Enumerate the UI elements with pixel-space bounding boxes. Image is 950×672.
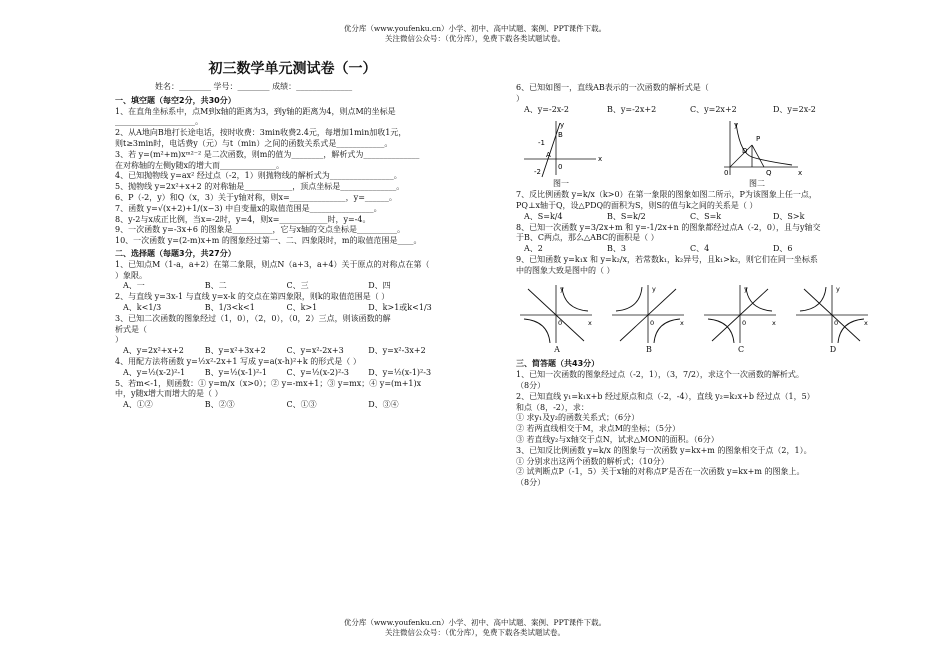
answer-option[interactable]: A、一 bbox=[123, 281, 145, 291]
answer-option[interactable]: A、2 bbox=[524, 244, 543, 254]
question-line: 2、从A地向B地打长途电话，按时收费：3min收费2.4元，每增加1min加收1元， bbox=[115, 128, 407, 138]
figure-1-label: 0 bbox=[558, 163, 563, 172]
question-line: 和点（8，-2），求： bbox=[516, 402, 589, 412]
section-heading: 二、选择题（每题3分，共27分） bbox=[115, 248, 236, 258]
figure-1 bbox=[516, 117, 606, 190]
answer-option[interactable]: A、k<1/3 bbox=[123, 302, 162, 312]
question-line: 3、已知二次函数的图象经过（1，0），（2，0），（0，2）三点，则该函数的解 bbox=[115, 313, 391, 323]
choice-figure-C bbox=[700, 283, 782, 356]
header-line-1: 优分库（www.youfenku.cn）小学、初中、高中试题、案例、PPT课件下载。 bbox=[343, 24, 607, 33]
answer-option[interactable]: D、y=2x-2 bbox=[773, 104, 816, 114]
answer-options bbox=[115, 303, 470, 314]
question-line: 3、若 y=(m²+m)xᵐ²⁻² 是二次函数，则m的值为________，解析式为______________ bbox=[115, 149, 420, 159]
choice-figure-graph bbox=[792, 283, 872, 345]
answer-option[interactable]: B、1/3<k<1 bbox=[204, 302, 255, 312]
figure-row-1 bbox=[516, 117, 876, 190]
choice-figure-label: C bbox=[737, 344, 745, 354]
question-line: 在对称轴的左侧y随x的增大而______________。 bbox=[115, 160, 285, 170]
figure-2-caption: 图二 bbox=[749, 179, 765, 189]
answer-option[interactable]: D、6 bbox=[773, 244, 793, 254]
question-line: 5、抛物线 y=2x²+x+2 的对称轴是____________，顶点坐标是______________。 bbox=[115, 182, 405, 192]
answer-option[interactable]: D、S>k bbox=[773, 211, 805, 221]
answer-option[interactable]: B、y=-2x+2 bbox=[607, 104, 657, 114]
question-line: 2、与直线 y=3x-1 与直线 y=x-k 的交点在第四象限，则k的取值范围是（ ） bbox=[115, 292, 390, 302]
choice-figure-axis-label: y bbox=[652, 284, 656, 293]
answer-option[interactable]: B、②③ bbox=[204, 400, 235, 410]
choice-figure-axis-label: x bbox=[680, 318, 684, 327]
choice-figure-axis-label: x bbox=[772, 318, 776, 327]
question-line: ____________________。 bbox=[115, 117, 203, 127]
question-line: ） bbox=[516, 93, 524, 103]
answer-option[interactable]: A、y=2x²+x+2 bbox=[123, 346, 184, 356]
answer-option[interactable]: C、y=½(x-2)²-3 bbox=[286, 367, 350, 377]
section-heading: 三、简答题（共43分） bbox=[516, 359, 600, 369]
answer-option[interactable]: B、y=½(x-1)²-1 bbox=[204, 367, 268, 377]
answer-option[interactable]: C、y=2x+2 bbox=[690, 104, 737, 114]
left-column bbox=[115, 82, 470, 411]
question-line: ）象限。 bbox=[115, 270, 147, 280]
answer-option[interactable]: D、k>1或k<1/3 bbox=[368, 302, 432, 312]
question-line: 7、函数 y=√(x+2)+1/(x−3) 中自变量x的取值范围是________________。 bbox=[115, 203, 382, 213]
question-line: 3、已知反比例函数 y=k/x 的图象与一次函数 y=kx+m 的图象相交于点（2，1）。 bbox=[516, 445, 812, 455]
answer-options bbox=[516, 212, 876, 223]
choice-figure-axis-label: y bbox=[744, 284, 748, 293]
answer-options bbox=[516, 244, 876, 255]
choice-figure-axis-label: y bbox=[560, 284, 564, 293]
choice-figure-axis-label: x bbox=[588, 318, 592, 327]
question-line: 于B、C两点，那么△ABC的面积是（ ） bbox=[516, 233, 659, 243]
figure-2-label: P bbox=[756, 135, 761, 144]
question-line: ） bbox=[115, 335, 123, 345]
answer-option[interactable]: A、y=-2x-2 bbox=[524, 104, 569, 114]
answer-option[interactable]: D、y=x²-3x+2 bbox=[368, 346, 426, 356]
question-line: 10、一次函数 y=(2-m)x+m 的图象经过第一、二、四象限时，m的取值范围是____。 bbox=[115, 236, 422, 246]
answer-options bbox=[516, 105, 876, 116]
figure-1-caption: 图一 bbox=[553, 179, 569, 189]
choice-figure-label: D bbox=[829, 344, 837, 354]
question-line: （8分） bbox=[516, 380, 546, 390]
figure-2-label: D bbox=[742, 147, 748, 156]
question-line: 8、y-2与x成正比例，当x=-2时，y=4，则x=____________时，y=-4。 bbox=[115, 214, 371, 224]
choice-figure-B bbox=[608, 283, 690, 356]
answer-option[interactable]: B、3 bbox=[607, 244, 626, 254]
right-column bbox=[516, 83, 876, 489]
figure-row-9 bbox=[516, 283, 876, 356]
question-line: 2、已知直线 y₁=k₁x+b 经过原点和点（-2，-4），直线 y₂=k₂x+b 经过点（1，5） bbox=[516, 391, 815, 401]
question-line: 5、若m<-1，则函数：① y=m/x（x>0）；② y=-mx+1；③ y=mx；④ y=(m+1)x bbox=[115, 378, 422, 388]
answer-options bbox=[115, 346, 470, 357]
choice-figure-axis-label: 0 bbox=[650, 318, 655, 327]
choice-figure-graph bbox=[608, 283, 688, 345]
question-line: 7、反比例函数 y=k/x（k>0）在第一象限的图象如图二所示，P为该图象上任一点， bbox=[516, 190, 817, 200]
figure-1-label: x bbox=[598, 155, 603, 164]
page-title: 初三数学单元测试卷（一） bbox=[208, 61, 377, 77]
header-line-2: 关注微信公众号：（优分库），免费下载各类试题试卷。 bbox=[385, 33, 565, 43]
answer-options bbox=[115, 368, 470, 379]
choice-figure-axis-label: 0 bbox=[834, 318, 839, 327]
answer-option[interactable]: A、S=k/4 bbox=[524, 211, 563, 221]
page-header bbox=[0, 24, 950, 44]
question-line: 9、一次函数 y=-3x+6 的图象是__________，它与x轴的交点坐标是__________。 bbox=[115, 225, 406, 235]
answer-option[interactable]: B、S=k/2 bbox=[607, 211, 646, 221]
question-line: ① 分别求出这两个函数的解析式；（10分） bbox=[516, 456, 669, 466]
answer-option[interactable]: D、③④ bbox=[368, 400, 399, 410]
choice-figure-label: A bbox=[554, 344, 560, 354]
footer-line-2: 关注微信公众号：（优分库），免费下载各类试题试卷。 bbox=[385, 627, 565, 637]
question-line: （8分） bbox=[516, 478, 546, 488]
page-footer bbox=[0, 618, 950, 638]
question-line: 4、用配方法将函数 y=½x²-2x+1 写成 y=a(x-h)²+k 的形式是（ ） bbox=[115, 356, 361, 366]
answer-option[interactable]: C、k>1 bbox=[286, 302, 318, 312]
footer-line-1: 优分库（www.youfenku.cn）小学、初中、高中试题、案例、PPT课件下载。 bbox=[343, 618, 607, 627]
question-line: 6、已知如图一，直线AB表示的一次函数的解析式是（ bbox=[516, 83, 709, 92]
choice-figure-axis-label: x bbox=[864, 318, 868, 327]
answer-option[interactable]: D、四 bbox=[368, 281, 391, 291]
figure-1-label: -2 bbox=[534, 168, 541, 177]
answer-option[interactable]: C、S=k bbox=[690, 211, 722, 221]
choice-figure-A bbox=[516, 283, 598, 356]
figure-1-label: y bbox=[560, 121, 565, 130]
figure-2-label: 0 bbox=[724, 169, 729, 178]
question-line: 中，y随x增大而增大的是（ ） bbox=[115, 389, 223, 399]
choice-figure-axis-label: 0 bbox=[742, 318, 747, 327]
choice-figure-axis-label: 0 bbox=[558, 318, 563, 327]
figure-2 bbox=[712, 117, 802, 190]
choice-figure-D bbox=[792, 283, 874, 356]
figure-2-label: Q bbox=[766, 169, 772, 178]
figure-1-label: -1 bbox=[538, 139, 545, 148]
choice-figure-label: B bbox=[646, 344, 652, 354]
answer-option[interactable]: C、4 bbox=[690, 244, 710, 254]
answer-option[interactable]: A、①② bbox=[123, 400, 153, 410]
question-line: ② 试判断点P（-1，5）关于x轴的对称点P′是否在一次函数 y=kx+m 的图象上。 bbox=[516, 467, 805, 477]
question-line: 6、P（-2，y）和Q（x，3）关于y轴对称，则x=______________，y=______。 bbox=[115, 192, 397, 202]
question-line: 9、已知函数 y=k₁x 和 y=k₂/x，若常数k₁，k₂异号，且k₁>k₂，则它们在同一坐标系 bbox=[516, 254, 818, 264]
question-line: PQ⊥x轴于Q，设△PDQ的面积为S，则S的值与k之间的关系是（ ） bbox=[516, 200, 758, 210]
figure-1-graph bbox=[516, 117, 606, 179]
question-line: ① 求y₁及y₂的函数关系式；（6分） bbox=[516, 413, 640, 423]
question-line: 1、已知点M（1-a，a+2）在第二象限，则点N（a+3，a+4）关于原点的对称点在第（ bbox=[115, 259, 430, 269]
figure-1-label: A bbox=[546, 151, 551, 160]
question-line: ③ 若直线y₂与x轴交于点N，试求△MON的面积。（6分） bbox=[516, 434, 719, 444]
answer-options bbox=[115, 281, 470, 292]
question-line: 8、已知一次函数 y=3/2x+m 和 y=-1/2x+n 的图象都经过点A（-2，0），且与y轴交 bbox=[516, 222, 821, 232]
question-line: 析式是（ bbox=[115, 324, 147, 334]
answer-option[interactable]: A、y=½(x-2)²-1 bbox=[123, 367, 186, 377]
question-line: ② 若两直线相交于M，求点M的坐标；（5分） bbox=[516, 424, 681, 434]
question-line: 4、已知抛物线 y=ax² 经过点（-2，1）则抛物线的解析式为________________。 bbox=[115, 171, 402, 181]
question-line: 1、在直角坐标系中，点M到x轴的距离为3，到y轴的距离为4，则点M的坐标是 bbox=[115, 106, 396, 116]
figure-2-label: y bbox=[734, 121, 739, 130]
student-info: 姓名：________ 学号：________ 成绩：______________ bbox=[155, 82, 353, 91]
answer-option[interactable]: B、y=x²+3x+2 bbox=[204, 346, 266, 356]
choice-figure-graph bbox=[700, 283, 780, 345]
question-line: 则t≥3min时，电话费y（元）与t（min）之间的函数关系式是____________。 bbox=[115, 138, 393, 148]
figure-1-label: B bbox=[558, 131, 563, 140]
section-heading: 一、填空题（每空2分，共30分） bbox=[115, 95, 236, 105]
answer-option[interactable]: D、y=½(x-1)²-3 bbox=[368, 367, 432, 377]
question-line: 中的图象大致是图中的（ ） bbox=[516, 265, 615, 275]
answer-option[interactable]: C、y=x²-2x+3 bbox=[286, 346, 344, 356]
choice-figure-graph bbox=[516, 283, 596, 345]
figure-2-graph bbox=[712, 117, 802, 179]
choice-figure-axis-label: y bbox=[836, 284, 840, 293]
answer-options bbox=[115, 400, 470, 411]
figure-2-label: x bbox=[798, 169, 802, 178]
answer-option[interactable]: C、三 bbox=[286, 281, 309, 291]
answer-option[interactable]: C、①③ bbox=[286, 400, 317, 410]
question-line: 1、已知一次函数的图象经过点（-2，1），（3，7/2），求这个一次函数的解析式。 bbox=[516, 370, 804, 380]
answer-option[interactable]: B、二 bbox=[204, 281, 227, 291]
